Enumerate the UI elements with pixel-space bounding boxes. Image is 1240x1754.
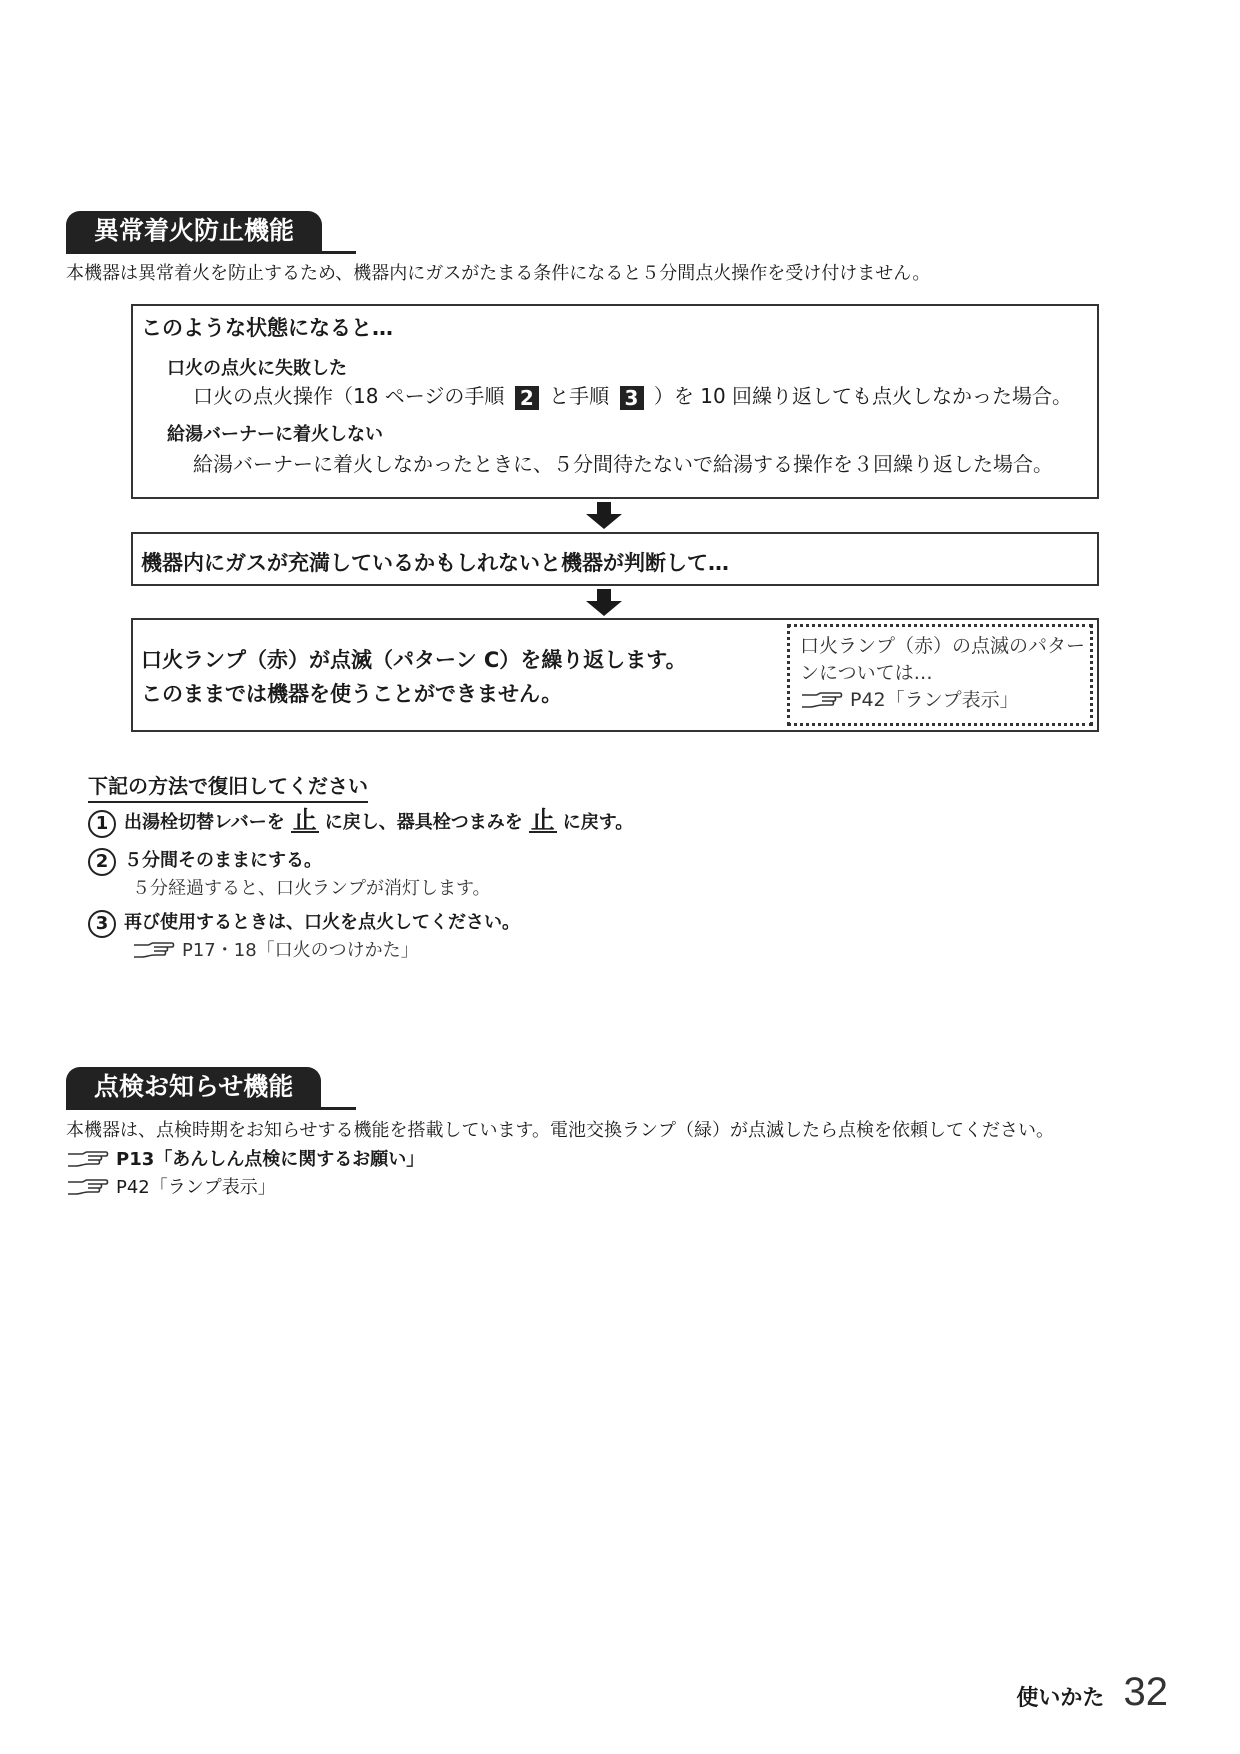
stop-symbol: 止 bbox=[530, 806, 555, 834]
page-number: 32 bbox=[1123, 1670, 1168, 1714]
step-1-text-c: に戻す。 bbox=[562, 812, 634, 833]
condition-1-text-b: と手順 bbox=[549, 384, 610, 408]
pointing-hand-icon bbox=[132, 939, 176, 959]
note-line-2: ンについては… bbox=[800, 662, 933, 684]
recovery-heading: 下記の方法で復旧してください bbox=[88, 770, 368, 803]
section-heading-inspection-notice: 点検お知らせ機能 bbox=[66, 1067, 321, 1107]
result-box bbox=[131, 618, 1099, 732]
section-2-reference-2 bbox=[66, 1176, 276, 1200]
condition-1-text-c: ）を 10 回繰り返しても点火しなかった場合。 bbox=[653, 384, 1073, 408]
section-2-reference-1 bbox=[66, 1148, 424, 1172]
reference-2-text: P42「ランプ表示」 bbox=[116, 1177, 276, 1198]
step-badge: 3 bbox=[620, 386, 644, 410]
step-badge: 2 bbox=[515, 386, 539, 410]
recovery-step-2-note: ５分経過すると、口火ランプが消灯します。 bbox=[132, 878, 491, 899]
condition-1-description bbox=[193, 380, 1072, 410]
note-reference bbox=[800, 687, 1080, 714]
section-heading-abnormal-ignition: 異常着火防止機能 bbox=[66, 211, 322, 251]
condition-1-title: 口火の点火に失敗した bbox=[167, 358, 347, 379]
step-number: 2 bbox=[88, 848, 116, 876]
pointing-hand-icon bbox=[66, 1148, 110, 1168]
section-heading-rule bbox=[66, 251, 356, 254]
result-line-2: このままでは機器を使うことができません。 bbox=[141, 682, 563, 706]
step-number: 1 bbox=[88, 810, 116, 838]
reference-1-text: P13「あんしん点検に関するお願い」 bbox=[116, 1149, 425, 1170]
section-intro: 本機器は異常着火を防止するため、機器内にガスがたまる条件になると５分間点火操作を受け付けません。 bbox=[66, 263, 931, 284]
conditions-title: このような状態になると… bbox=[141, 316, 393, 340]
step-2-text: ５分間そのままにする。 bbox=[124, 850, 322, 871]
note-line-1: 口火ランプ（赤）の点滅のパター bbox=[800, 635, 1086, 657]
judgement-text: 機器内にガスが充満しているかもしれないと機器が判断して… bbox=[141, 551, 729, 575]
note-reference-text: P42「ランプ表示」 bbox=[850, 689, 1019, 711]
recovery-step-3-reference bbox=[132, 936, 419, 962]
result-line-1: 口火ランプ（赤）が点滅（パターン C）を繰り返します。 bbox=[141, 648, 687, 672]
condition-2-title: 給湯バーナーに着火しない bbox=[167, 424, 383, 445]
footer-section-label: 使いかた bbox=[1016, 1686, 1105, 1711]
section-heading-rule bbox=[66, 1107, 356, 1110]
step-1-text-a: 出湯栓切替レバーを bbox=[124, 812, 285, 833]
page-footer bbox=[1016, 1670, 1168, 1715]
step-number: 3 bbox=[88, 910, 116, 938]
step-3-reference-text: P17・18「口火のつけかた」 bbox=[182, 940, 419, 961]
recovery-step-2 bbox=[88, 846, 322, 876]
section-2-intro: 本機器は、点検時期をお知らせする機能を搭載しています。電池交換ランプ（緑）が点滅したら点検を依頼してください。 bbox=[66, 1120, 1055, 1141]
down-arrow-icon bbox=[584, 502, 624, 530]
recovery-step-1 bbox=[88, 808, 633, 838]
pointing-hand-icon bbox=[66, 1176, 110, 1196]
condition-2-description: 給湯バーナーに着火しなかったときに、５分間待たないで給湯する操作を３回繰り返した場合。 bbox=[193, 452, 1053, 476]
step-3-text: 再び使用するときは、口火を点火してください。 bbox=[124, 912, 520, 933]
lamp-pattern-note bbox=[787, 624, 1093, 726]
recovery-step-3 bbox=[88, 908, 520, 938]
pointing-hand-icon bbox=[800, 689, 844, 709]
judgement-box bbox=[131, 532, 1099, 586]
condition-1-text-a: 口火の点火操作（18 ページの手順 bbox=[193, 384, 505, 408]
stop-symbol: 止 bbox=[292, 806, 317, 834]
conditions-box bbox=[131, 304, 1099, 499]
down-arrow-icon bbox=[584, 589, 624, 617]
step-1-text-b: に戻し、器具栓つまみを bbox=[324, 812, 523, 833]
